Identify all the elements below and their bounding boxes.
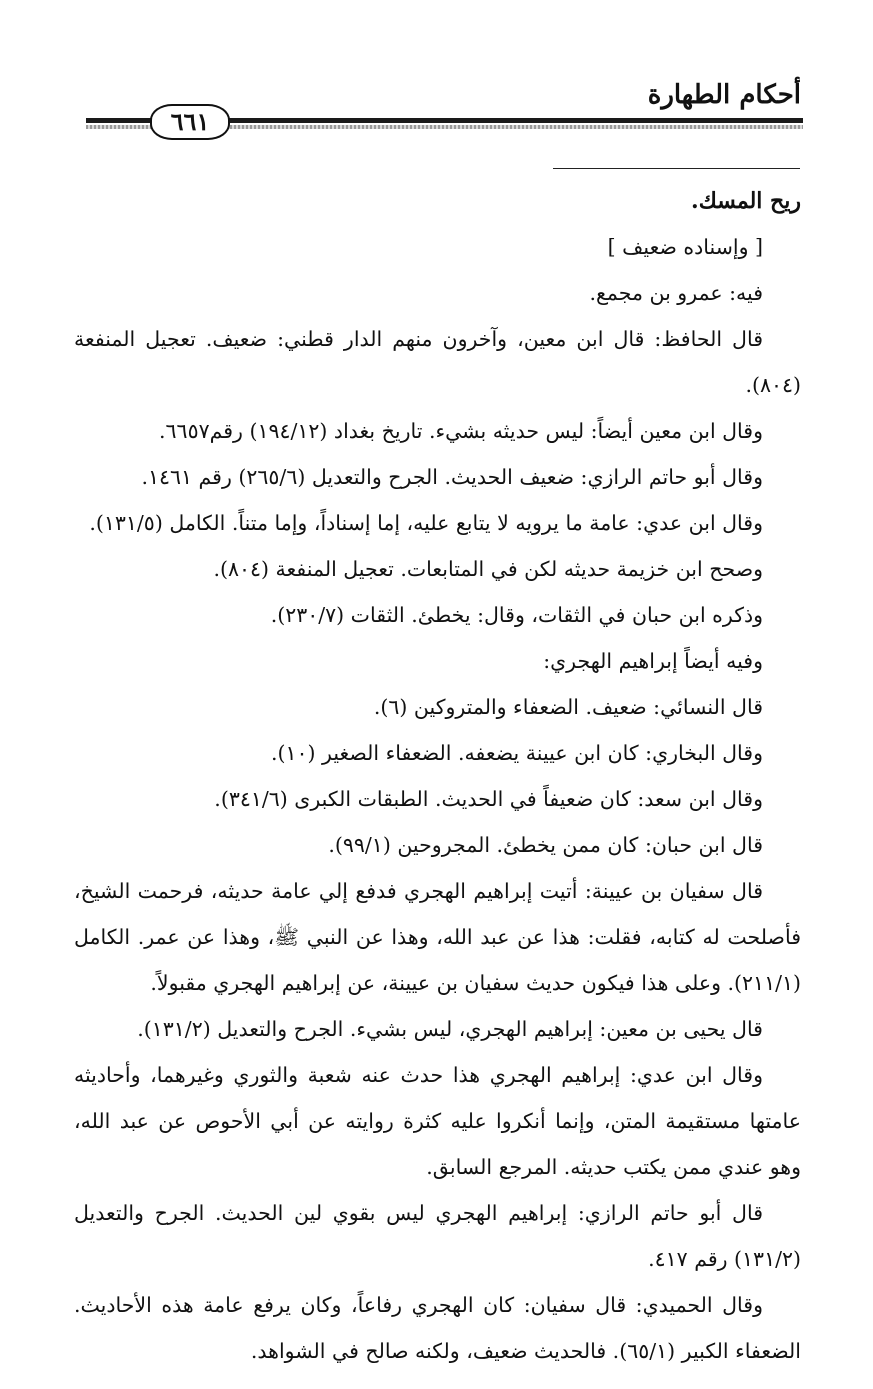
paragraph: وقال ابن عدي: إبراهيم الهجري هذا حدث عنه شعبة والثوري وغيرهما، وأحاديثه عامتها مستقيمة المتن، وإنما أنكروا عليه كثرة روايته عن أبي الأحوص عن عبد الله، وهو عندي ممن يكتب حديثه. المرجع السابق. bbox=[74, 1063, 801, 1179]
paragraph: قال أبو حاتم الرازي: إبراهيم الهجري ليس بقوي لين الحديث. الجرح والتعديل (١٣١/٢) رقم ٤١٧. bbox=[74, 1201, 801, 1271]
paragraph: وصحح ابن خزيمة حديثه لكن في المتابعات. تعجيل المنفعة (٨٠٤). bbox=[213, 557, 763, 581]
paragraph: قال الحافظ: قال ابن معين، وآخرون منهم الدار قطني: ضعيف. تعجيل المنفعة (٨٠٤). bbox=[74, 327, 801, 397]
book-title: أحكام الطهارة bbox=[647, 80, 801, 110]
paragraph: وقال الحميدي: قال سفيان: كان الهجري رفاعاً، وكان يرفع عامة هذه الأحاديث. الضعفاء الكبير (٦٥/١). فالحديث ضعيف، ولكنه صالح في الشواهد. bbox=[74, 1293, 801, 1363]
paragraph: قال سفيان بن عيينة: أتيت إبراهيم الهجري فدفع إلي عامة حديثه، فرحمت الشيخ، فأصلحت له كتابه، فقلت: هذا عن عبد الله، وهذا عن النبي ﷺ، وهذا عن عمر. الكامل (٢١١/١). وعلى هذا فيكون حديث سفيان بن عيينة، عن إبراهيم الهجري مقبولاً. bbox=[74, 879, 801, 995]
paragraph: [ وإسناده ضعيف ] bbox=[607, 235, 763, 259]
footnote-body bbox=[74, 178, 801, 1374]
paragraph: قال النسائي: ضعيف. الضعفاء والمتروكين (٦). bbox=[373, 695, 763, 719]
paragraph: قال ابن حبان: كان ممن يخطئ. المجروحين (٩٩/١). bbox=[328, 833, 763, 857]
paragraph: وقال ابن عدي: عامة ما يرويه لا يتابع عليه، إما إسناداً، وإما متناً. الكامل (١٣١/٥). bbox=[89, 511, 763, 535]
paragraph: ريح المسك. bbox=[691, 188, 801, 214]
paragraph: وقال أبو حاتم الرازي: ضعيف الحديث. الجرح والتعديل (٢٦٥/٦) رقم ١٤٦١. bbox=[141, 465, 763, 489]
paragraph: وقال البخاري: كان ابن عيينة يضعفه. الضعفاء الصغير (١٠). bbox=[270, 741, 763, 765]
footnote-separator bbox=[553, 168, 800, 169]
page-number: ٦٦١ bbox=[150, 104, 230, 140]
paragraph: قال يحيى بن معين: إبراهيم الهجري، ليس بشيء. الجرح والتعديل (١٣١/٢). bbox=[137, 1017, 763, 1041]
paragraph: وفيه أيضاً إبراهيم الهجري: bbox=[543, 649, 763, 673]
paragraph: وذكره ابن حبان في الثقات، وقال: يخطئ. الثقات (٢٣٠/٧). bbox=[270, 603, 763, 627]
paragraph: فيه: عمرو بن مجمع. bbox=[589, 281, 763, 305]
paragraph: وقال ابن سعد: كان ضعيفاً في الحديث. الطبقات الكبرى (٣٤١/٦). bbox=[214, 787, 763, 811]
paragraph: وقال ابن معين أيضاً: ليس حديثه بشيء. تاريخ بغداد (١٩٤/١٢) رقم٦٦٥٧. bbox=[159, 419, 763, 443]
